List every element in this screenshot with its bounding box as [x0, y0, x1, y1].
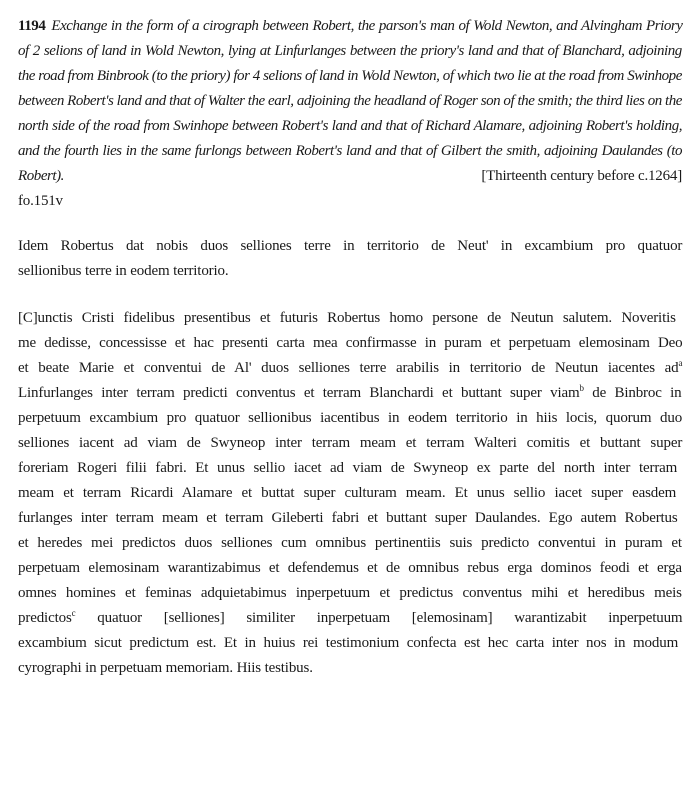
footnote-marker-c: c: [71, 608, 76, 618]
charter-line-11: perpetuam elemosinam warantizabimus et defendemus et de omnibus rebus erga dominos feodi et erga: [18, 560, 682, 576]
document-page: [18, 14, 682, 681]
charter-line-13: predictos$^c$ quatuor [selliones] similiter inperpetuam [elemosinam] warantizabit inperpetuum: [18, 608, 683, 626]
summary-line-2: of 2 selions of land in Wold Newton, lying at Linfurlanges between the priory's land and that of Blanchard, adjoining: [18, 43, 682, 59]
charter-line-8: meam et terram Ricardi Alamare et buttat super culturam meam. Et unus sellio iacet super easdem: [18, 485, 677, 501]
summary-line-4: between Robert's land and that of Walter the earl, adjoining the headland of Roger son of the smith; the third lies on the: [18, 93, 682, 109]
folio-reference: fo.151v: [18, 193, 63, 209]
summary-line-6: and the fourth lies in the same furlongs between Robert's land and that of Gilbert the smith, adjoining Daulandes (to: [18, 143, 683, 159]
charter-line-12: omnes homines et feminas adquietabimus inperpetuum et predictus conventus mihi et heredibus meis: [18, 585, 682, 601]
charter-paragraph: [18, 306, 682, 681]
rubric-paragraph: [18, 234, 682, 284]
summary-last-line: [18, 164, 682, 189]
entry-summary: [18, 14, 682, 189]
charter-line-7: foreriam Rogeri filii fabri. Et unus sellio iacet ad viam de Swyneop ex parte del north inter terram: [18, 460, 678, 476]
charter-line-9: furlanges inter terram meam et terram Gileberti fabri et buttant super Daulandes. Ego autem Robertus: [18, 510, 678, 526]
charter-last-line: cyrographi in perpetuam memoriam. Hiis testibus.: [18, 660, 313, 676]
rubric-last-line: sellionibus terre in eodem territorio.: [18, 263, 229, 279]
charter-line-1: [C]unctis Cristi fidelibus presentibus et futuris Robertus homo persone de Neutun salutem. Noveritis: [18, 310, 676, 326]
charter-line-10: et heredes mei predictos duos selliones cum omnibus pertinentiis suis predicto conventui in puram et: [18, 535, 682, 551]
charter-line-14: excambium sicut predictum est. Et in huius rei testimonium confecta est hec carta inter nos in modum: [18, 635, 679, 651]
charter-line-5: perpetuum excambium pro quatuor sellionibus iacentibus in eodem territorio in hiis locis, quorum duo: [18, 410, 683, 426]
entry-date: [Thirteenth century before c.1264]: [481, 168, 682, 184]
charter-line-3: et beate Marie et conventui de Al' duos selliones terre arabilis in territorio de Neutun iacentes $ad^a$: [18, 358, 683, 376]
charter-line-2: me dedisse, concessisse et hac presenti carta mea confirmasse in puram et perpetuam elemosinam Deo: [18, 335, 683, 351]
summary-line-3: the road from Binbrook (to the priory) for 4 selions of land in Wold Newton, of which two lie at the road from Swinhope: [18, 68, 682, 84]
summary-line-5: north side of the road from Swinhope between Robert's land and that of Richard Alamare, adjoining Robert's holding,: [18, 118, 683, 134]
rubric-line-1: Idem Robertus dat nobis duos selliones terre in territorio de Neut' in excambium pro quatuor: [18, 238, 683, 254]
charter-line-4: Linfurlanges inter terram predicti conventus et terram Blanchardi et buttant super viam$^b$ de Binbroc in: [18, 383, 682, 401]
footnote-marker-b: b: [579, 383, 584, 393]
charter-line-6: selliones iacent ad viam de Swyneop inter terram meam et terram Walteri comitis et buttant super: [18, 435, 683, 451]
summary-last: Robert).: [18, 168, 64, 184]
footnote-marker-a: a: [678, 358, 683, 368]
entry-number: 1194: [18, 18, 46, 34]
summary-line-1: 1194 Exchange in the form of a cirograph between Robert, the parson's man of Wold Newton, and Alvingham Priory: [18, 18, 683, 34]
